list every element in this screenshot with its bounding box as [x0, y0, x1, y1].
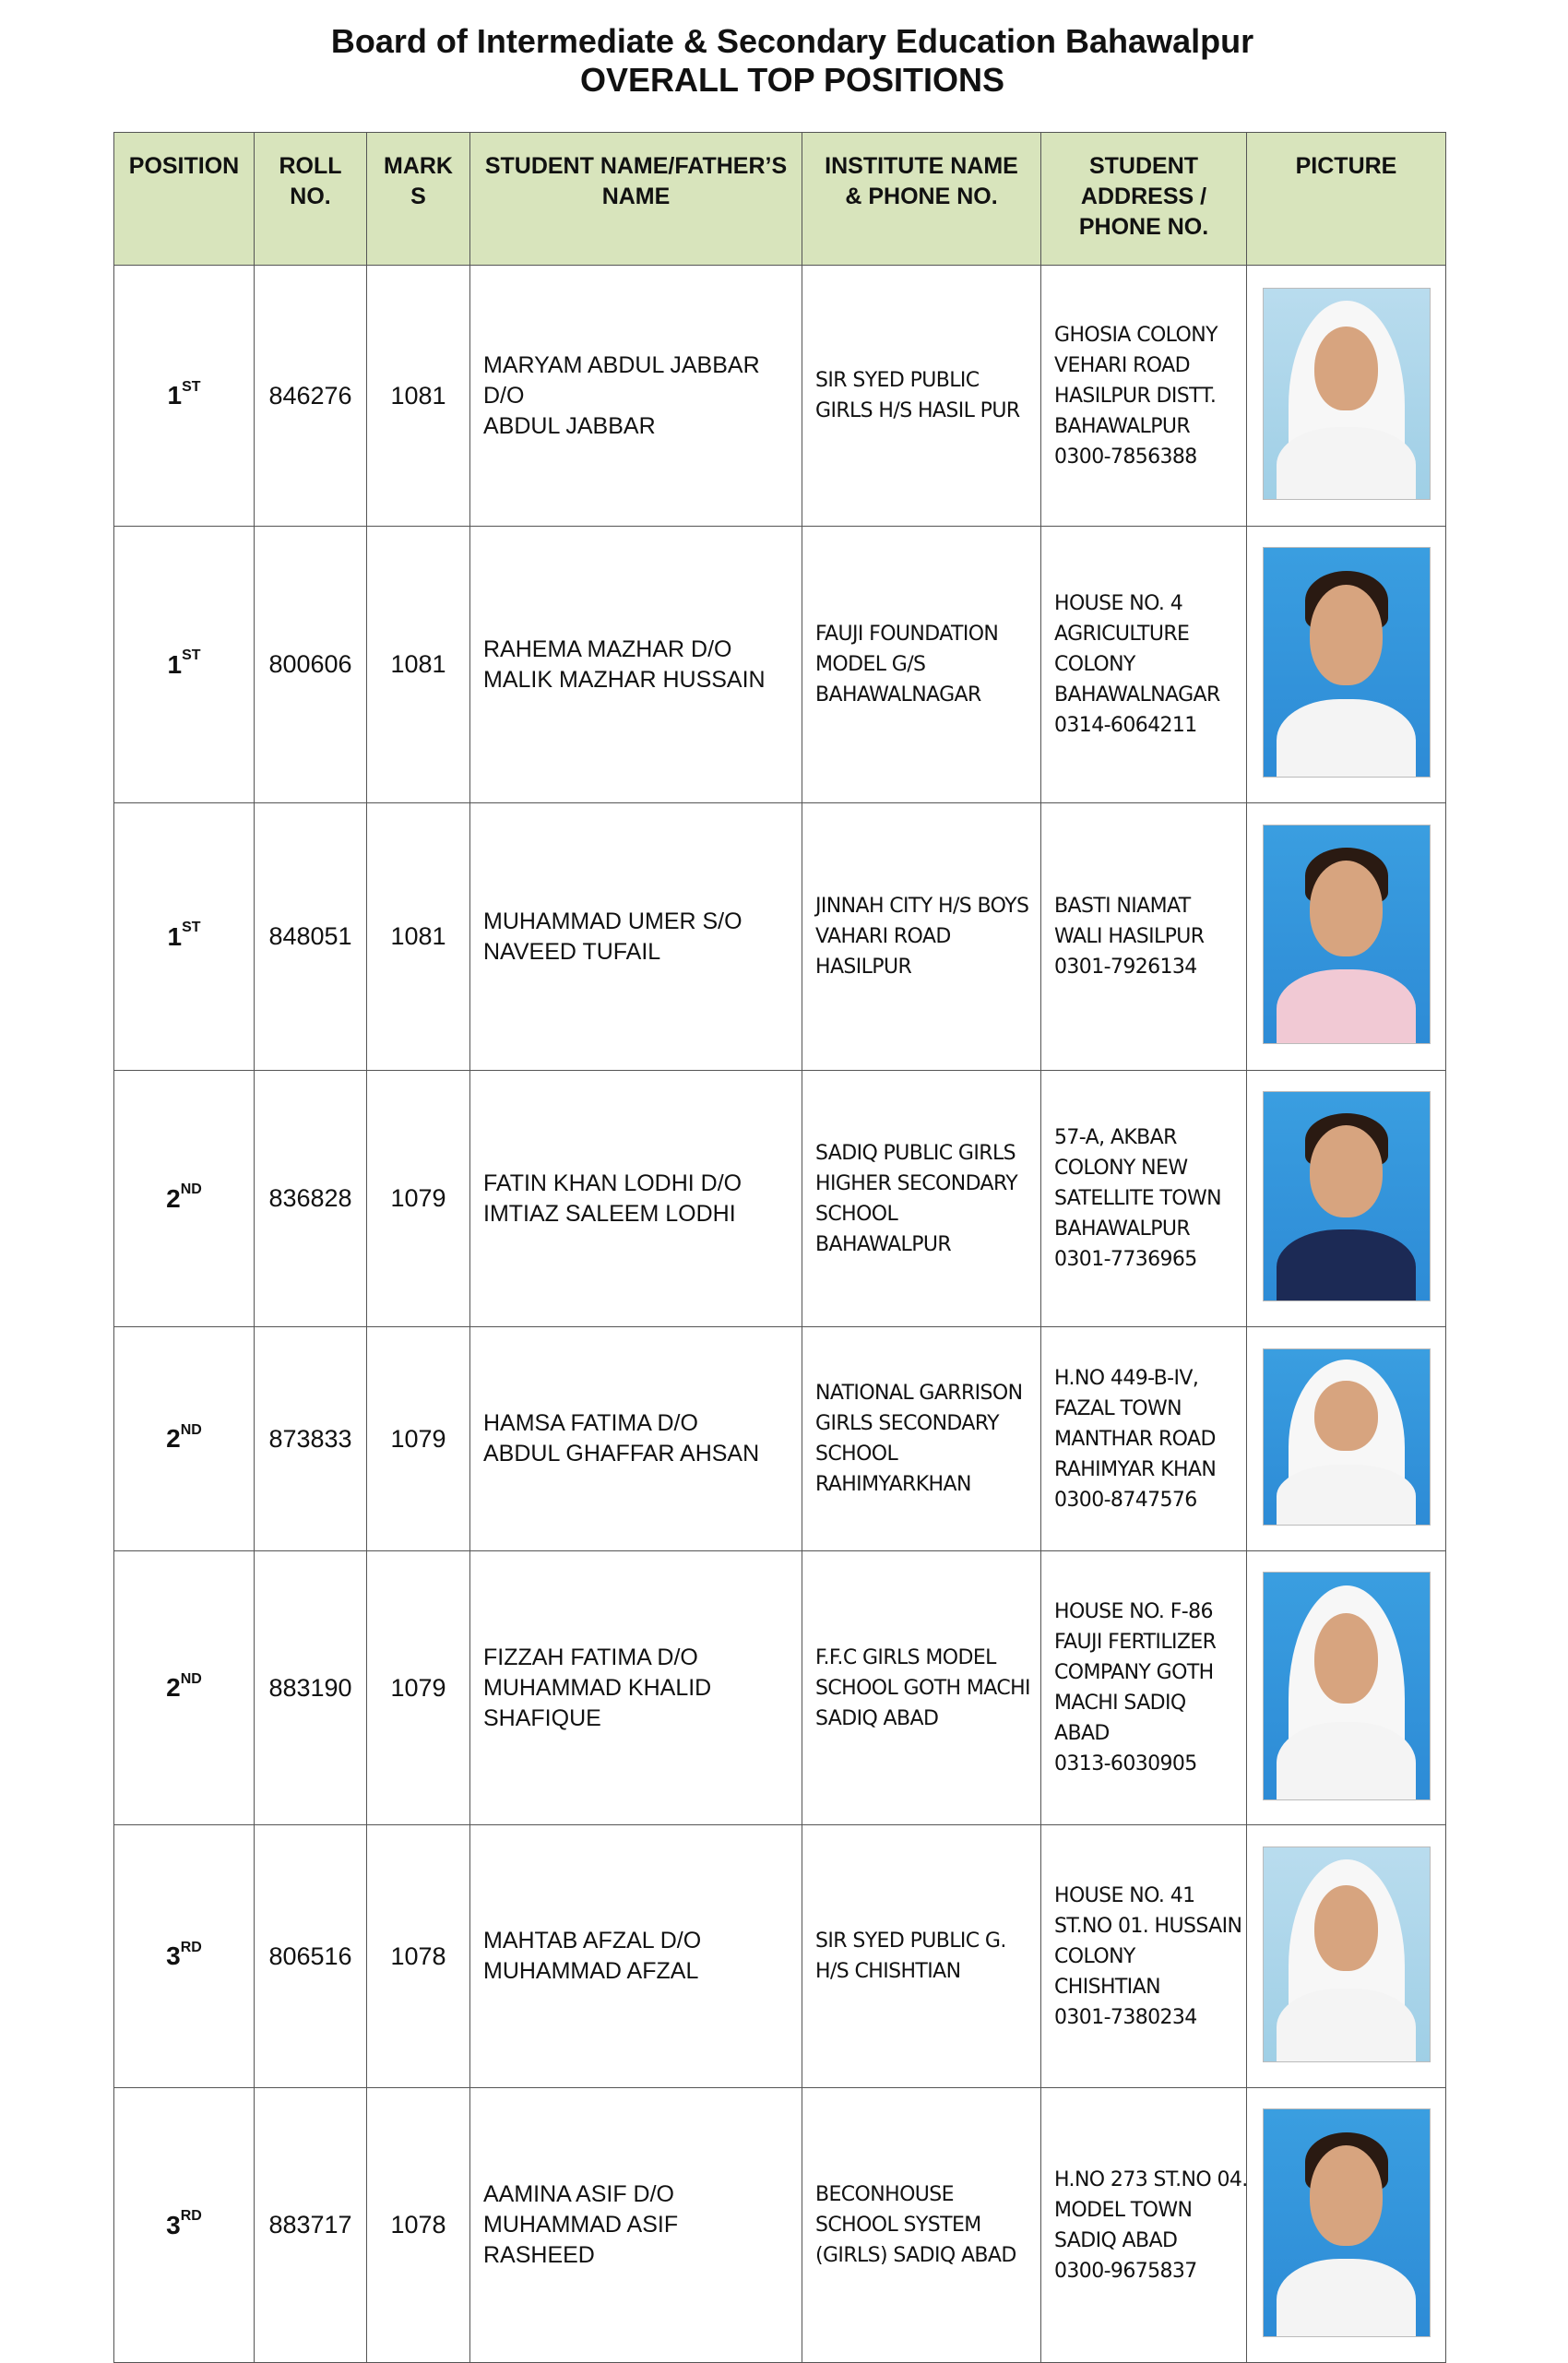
- address-line: HOUSE NO. F-86: [1054, 1600, 1213, 1623]
- photo-body: [1277, 2259, 1416, 2337]
- marks-cell: 1079: [367, 1071, 470, 1327]
- document-header: [0, 22, 1568, 100]
- roll-no-cell: 873833: [255, 1327, 367, 1551]
- position-number: 2: [166, 1673, 181, 1702]
- position-number: 1: [167, 921, 183, 951]
- position-cell: [114, 266, 255, 527]
- header-line: STUDENT NAME/FATHER’S: [484, 153, 788, 179]
- picture-cell: [1247, 1071, 1446, 1327]
- name-line: FATIN KHAN LODHI D/O: [483, 1170, 742, 1196]
- address-line: RAHIMYAR KHAN: [1054, 1457, 1217, 1481]
- position-suffix: ST: [182, 647, 201, 664]
- position-cell: [114, 2088, 255, 2363]
- address-cell: [1041, 1327, 1247, 1551]
- address-line: MACHI SADIQ: [1054, 1692, 1186, 1715]
- institute-cell: [802, 266, 1041, 527]
- institute-line: HIGHER SECONDARY: [815, 1171, 1018, 1195]
- header-line: ROLL: [279, 153, 342, 179]
- photo-face: [1310, 861, 1383, 956]
- student-name-cell: [470, 527, 802, 803]
- marks-cell: 1081: [367, 527, 470, 803]
- address-line: BAHAWALNAGAR: [1054, 683, 1220, 707]
- address-line: 0301-7380234: [1054, 2005, 1197, 2029]
- picture-cell: [1247, 2088, 1446, 2363]
- position-suffix: RD: [180, 2208, 202, 2225]
- institute-line: GIRLS SECONDARY: [815, 1412, 999, 1435]
- photo-face: [1314, 327, 1377, 410]
- table-row: [114, 266, 1446, 527]
- col-position-header: [114, 133, 255, 266]
- student-name-cell: [470, 1071, 802, 1327]
- institute-line: SIR SYED PUBLIC G.: [815, 1930, 1006, 1953]
- institute-cell: [802, 2088, 1041, 2363]
- picture-cell: [1247, 266, 1446, 527]
- position-number: 2: [166, 1424, 181, 1453]
- photo-face: [1310, 2145, 1383, 2245]
- header-line: INSTITUTE NAME: [825, 153, 1018, 179]
- address-line: 0313-6030905: [1054, 1752, 1197, 1775]
- student-photo: [1263, 1348, 1431, 1526]
- header-line: POSITION: [128, 153, 240, 179]
- col-student-name-header: [470, 133, 802, 266]
- name-line: MUHAMMAD ASIF: [483, 2212, 679, 2238]
- address-line: COLONY NEW: [1054, 1157, 1188, 1180]
- institute-line: RAHIMYARKHAN: [815, 1473, 971, 1496]
- photo-face: [1314, 1613, 1377, 1704]
- photo-body: [1277, 1989, 1416, 2062]
- photo-face: [1314, 1885, 1377, 1971]
- marks-cell: 1078: [367, 2088, 470, 2363]
- picture-cell: [1247, 1327, 1446, 1551]
- address-line: H.NO 273 ST.NO 04.: [1054, 2167, 1248, 2191]
- header-line: S: [410, 184, 426, 209]
- address-line: SATELLITE TOWN: [1054, 1187, 1221, 1210]
- photo-body: [1277, 699, 1416, 778]
- marks-cell: 1079: [367, 1551, 470, 1825]
- position-number: 3: [166, 2210, 181, 2239]
- roll-no-cell: 800606: [255, 527, 367, 803]
- address-cell: [1041, 1071, 1247, 1327]
- student-name-cell: [470, 266, 802, 527]
- name-line: AAMINA ASIF D/O: [483, 2181, 674, 2207]
- roll-no-cell: 846276: [255, 266, 367, 527]
- name-line: ABDUL GHAFFAR AHSAN: [483, 1441, 760, 1466]
- institute-line: JINNAH CITY H/S BOYS: [815, 895, 1029, 918]
- table-row: [114, 1551, 1446, 1825]
- institute-line: SCHOOL: [815, 1202, 898, 1226]
- address-cell: [1041, 803, 1247, 1071]
- name-line: IMTIAZ SALEEM LODHI: [483, 1200, 736, 1227]
- photo-face: [1310, 585, 1383, 685]
- name-line: MALIK MAZHAR HUSSAIN: [483, 666, 766, 693]
- institute-line: NATIONAL GARRISON: [815, 1382, 1023, 1405]
- address-line: COLONY: [1054, 653, 1135, 676]
- col-roll-no-header: [255, 133, 367, 266]
- address-cell: [1041, 527, 1247, 803]
- table-row: [114, 1071, 1446, 1327]
- address-line: 0301-7926134: [1054, 956, 1197, 979]
- picture-cell: [1247, 1825, 1446, 2088]
- header-line: NAME: [601, 184, 671, 209]
- header-line: PICTURE: [1295, 153, 1397, 179]
- address-line: HOUSE NO. 41: [1054, 1883, 1195, 1907]
- institute-line: F.F.C GIRLS MODEL: [815, 1645, 996, 1669]
- table-row: [114, 803, 1446, 1071]
- position-cell: [114, 527, 255, 803]
- table-body: [114, 266, 1446, 2363]
- student-name-cell: [470, 1327, 802, 1551]
- col-picture-header: [1247, 133, 1446, 266]
- photo-face: [1310, 1125, 1383, 1217]
- roll-no-cell: 883190: [255, 1551, 367, 1825]
- institute-cell: [802, 803, 1041, 1071]
- roll-no-cell: 848051: [255, 803, 367, 1071]
- address-line: 0300-9675837: [1054, 2259, 1197, 2283]
- name-line: MUHAMMAD AFZAL: [483, 1958, 699, 1984]
- position-suffix: ND: [180, 1670, 202, 1687]
- photo-body: [1277, 427, 1416, 500]
- institute-line: SCHOOL SYSTEM: [815, 2214, 981, 2237]
- institute-cell: [802, 527, 1041, 803]
- address-line: 57-A, AKBAR: [1054, 1126, 1177, 1149]
- student-photo: [1263, 547, 1431, 778]
- institute-line: BECONHOUSE: [815, 2183, 954, 2206]
- address-line: 0301-7736965: [1054, 1248, 1197, 1271]
- name-line: MUHAMMAD KHALID: [483, 1674, 712, 1701]
- address-line: MANTHAR ROAD: [1054, 1427, 1216, 1451]
- marks-cell: 1081: [367, 803, 470, 1071]
- table-row: [114, 1327, 1446, 1551]
- student-photo: [1263, 1091, 1431, 1301]
- address-cell: [1041, 1825, 1247, 2088]
- student-photo: [1263, 1572, 1431, 1800]
- picture-cell: [1247, 1551, 1446, 1825]
- name-line: MUHAMMAD UMER S/O: [483, 908, 742, 934]
- photo-face: [1314, 1381, 1377, 1451]
- institute-cell: [802, 1327, 1041, 1551]
- name-line: D/O: [483, 382, 525, 409]
- col-address-header: [1041, 133, 1247, 266]
- position-suffix: ND: [180, 1421, 202, 1438]
- institute-line: SIR SYED PUBLIC: [815, 369, 980, 392]
- marks-cell: 1079: [367, 1327, 470, 1551]
- address-line: HASILPUR DISTT.: [1054, 384, 1217, 408]
- name-line: ABDUL JABBAR: [483, 412, 656, 439]
- roll-no-cell: 836828: [255, 1071, 367, 1327]
- address-line: FAZAL TOWN: [1054, 1396, 1182, 1420]
- document-subtitle: OVERALL TOP POSITIONS: [579, 61, 1005, 99]
- position-suffix: ST: [182, 920, 201, 936]
- position-cell: [114, 1551, 255, 1825]
- address-cell: [1041, 266, 1247, 527]
- roll-no-cell: 883717: [255, 2088, 367, 2363]
- header-line: PHONE NO.: [1078, 214, 1209, 240]
- position-suffix: RD: [180, 1939, 202, 1955]
- marks-cell: 1081: [367, 266, 470, 527]
- document-title: Board of Intermediate & Secondary Education Bahawalpur: [330, 22, 1254, 60]
- address-line: CHISHTIAN: [1054, 1975, 1160, 1999]
- position-number: 1: [167, 649, 183, 679]
- photo-body: [1277, 1229, 1416, 1301]
- address-line: ST.NO 01. HUSSAIN: [1054, 1914, 1242, 1938]
- photo-body: [1277, 969, 1416, 1044]
- address-line: BASTI NIAMAT: [1054, 895, 1191, 918]
- table-header-row: [114, 133, 1446, 266]
- name-line: MAHTAB AFZAL D/O: [483, 1928, 702, 1953]
- student-photo: [1263, 2108, 1431, 2337]
- institute-line: FAUJI FOUNDATION: [815, 623, 999, 646]
- name-line: RASHEED: [483, 2242, 595, 2268]
- name-line: SHAFIQUE: [483, 1704, 601, 1731]
- institute-line: H/S CHISHTIAN: [815, 1960, 961, 1983]
- address-line: BAHAWALPUR: [1054, 414, 1191, 438]
- marks-cell: 1078: [367, 1825, 470, 2088]
- position-cell: [114, 1071, 255, 1327]
- address-line: COLONY: [1054, 1944, 1135, 1968]
- institute-cell: [802, 1551, 1041, 1825]
- position-suffix: ND: [180, 1182, 202, 1198]
- institute-cell: [802, 1071, 1041, 1327]
- student-name-cell: [470, 803, 802, 1071]
- institute-line: BAHAWALPUR: [815, 1232, 952, 1256]
- address-line: 0300-7856388: [1054, 445, 1197, 469]
- institute-line: GIRLS H/S HASIL PUR: [815, 399, 1020, 422]
- address-line: GHOSIA COLONY: [1054, 323, 1218, 347]
- header-line: NO.: [290, 184, 331, 209]
- address-line: ABAD: [1054, 1722, 1110, 1745]
- institute-line: SADIQ ABAD: [815, 1706, 939, 1730]
- position-number: 1: [167, 381, 183, 410]
- name-line: MARYAM ABDUL JABBAR: [483, 351, 760, 378]
- student-name-cell: [470, 1825, 802, 2088]
- col-marks-header: [367, 133, 470, 266]
- address-line: MODEL TOWN: [1054, 2198, 1193, 2222]
- address-line: VEHARI ROAD: [1054, 353, 1190, 377]
- student-photo: [1263, 288, 1431, 500]
- institute-line: BAHAWALNAGAR: [815, 683, 981, 707]
- student-name-cell: [470, 2088, 802, 2363]
- position-cell: [114, 1327, 255, 1551]
- institute-line: (GIRLS) SADIQ ABAD: [815, 2244, 1016, 2267]
- photo-body: [1277, 1722, 1416, 1800]
- student-name-cell: [470, 1551, 802, 1825]
- institute-line: MODEL G/S: [815, 653, 926, 676]
- institute-cell: [802, 1825, 1041, 2088]
- name-line: HAMSA FATIMA D/O: [483, 1410, 698, 1436]
- student-photo: [1263, 825, 1431, 1044]
- address-line: COMPANY GOTH: [1054, 1661, 1214, 1684]
- photo-body: [1277, 1465, 1416, 1526]
- position-number: 2: [166, 1183, 181, 1213]
- name-line: NAVEED TUFAIL: [483, 938, 661, 965]
- position-number: 3: [166, 1941, 181, 1970]
- institute-line: SADIQ PUBLIC GIRLS: [815, 1141, 1016, 1165]
- name-line: FIZZAH FATIMA D/O: [483, 1644, 698, 1670]
- student-photo: [1263, 1846, 1431, 2062]
- header-line: ADDRESS /: [1080, 184, 1207, 209]
- address-line: WALI HASILPUR: [1054, 925, 1205, 948]
- col-institute-header: [802, 133, 1041, 266]
- address-line: HOUSE NO. 4: [1054, 592, 1183, 615]
- position-suffix: ST: [182, 378, 201, 395]
- picture-cell: [1247, 803, 1446, 1071]
- institute-line: VAHARI ROAD: [815, 925, 951, 948]
- institute-line: SCHOOL GOTH MACHI: [815, 1676, 1030, 1700]
- header-line: STUDENT: [1088, 153, 1199, 179]
- table-row: [114, 527, 1446, 803]
- address-line: AGRICULTURE: [1054, 623, 1190, 646]
- address-cell: [1041, 2088, 1247, 2363]
- header-line: MARK: [384, 153, 453, 179]
- address-line: SADIQ ABAD: [1054, 2228, 1178, 2252]
- institute-line: SCHOOL: [815, 1443, 898, 1466]
- table-row: [114, 2088, 1446, 2363]
- positions-table: [113, 132, 1446, 2363]
- position-cell: [114, 1825, 255, 2088]
- address-cell: [1041, 1551, 1247, 1825]
- institute-line: HASILPUR: [815, 956, 912, 979]
- table-row: [114, 1825, 1446, 2088]
- address-line: 0314-6064211: [1054, 714, 1197, 737]
- header-line: & PHONE NO.: [845, 184, 998, 209]
- roll-no-cell: 806516: [255, 1825, 367, 2088]
- picture-cell: [1247, 527, 1446, 803]
- position-cell: [114, 803, 255, 1071]
- address-line: BAHAWALPUR: [1054, 1217, 1191, 1241]
- name-line: RAHEMA MAZHAR D/O: [483, 635, 732, 662]
- address-line: FAUJI FERTILIZER: [1054, 1631, 1217, 1654]
- address-line: 0300-8747576: [1054, 1488, 1197, 1512]
- address-line: H.NO 449-B-IV,: [1054, 1366, 1199, 1390]
